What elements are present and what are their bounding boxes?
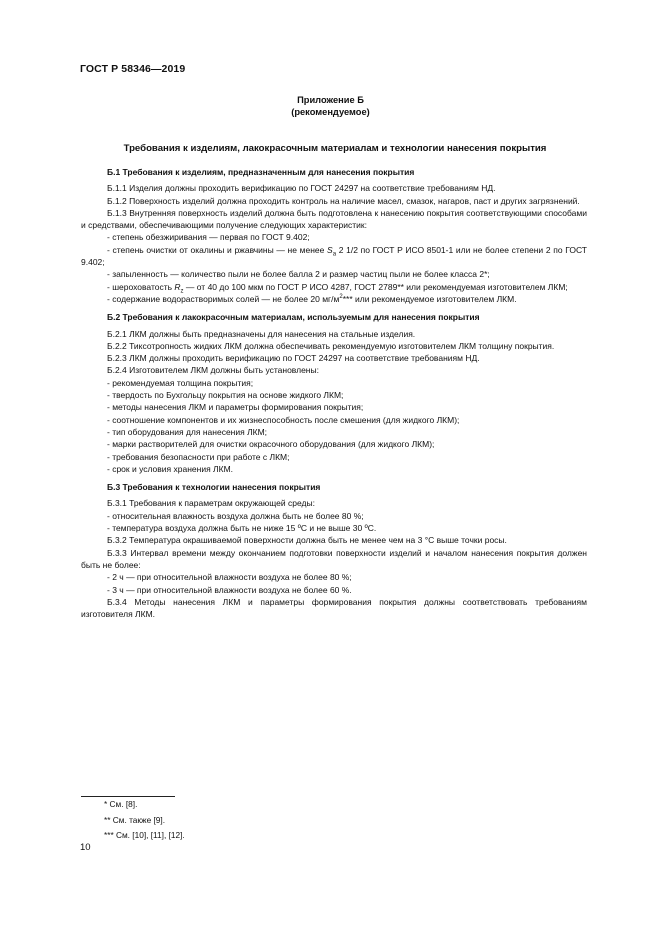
paragraph-b2-3: Б.2.3 ЛКМ должны проходить верификацию по ГОСТ 24297 на соответствие требованиям НД. bbox=[107, 353, 480, 364]
paragraph-b1-1: Б.1.1 Изделия должны проходить верификацию по ГОСТ 24297 на соответствие требованиям НД. bbox=[107, 183, 496, 194]
list-item: - твердость по Бухгольцу покрытия на основе жидкого ЛКМ; bbox=[107, 390, 344, 401]
list-item: - степень обезжиривания — первая по ГОСТ 9.402; bbox=[107, 232, 310, 243]
appendix-subtitle: (рекомендуемое) bbox=[291, 107, 370, 117]
paragraph-b3-4: Б.3.4 Методы нанесения ЛКМ и параметры формирования покрытия должны соответствовать требованиям изготовителя ЛКМ. bbox=[81, 596, 587, 620]
list-item: - требования безопасности при работе с ЛКМ; bbox=[107, 451, 290, 462]
paragraph-b1-3: Б.1.3 Внутренняя поверхность изделий должна быть подготовлена к нанесению покрытия соответствующими способами и средствами, обеспечивающими получение следующих характеристик: bbox=[81, 207, 587, 231]
document-body bbox=[81, 166, 587, 620]
paragraph-b2-1: Б.2.1 ЛКМ должны быть предназначены для нанесения на стальные изделия. bbox=[107, 328, 416, 339]
standard-code: ГОСТ Р 58346—2019 bbox=[80, 63, 186, 75]
section-b1-heading: Б.1 Требования к изделиям, предназначенным для нанесения покрытия bbox=[107, 167, 415, 177]
list-item: - марки растворителей для очистки окрасочного оборудования (для жидкого ЛКМ); bbox=[107, 439, 435, 450]
paragraph-b2-2: Б.2.2 Тиксотропность жидких ЛКМ должна обеспечивать рекомендуемую изготовителем ЛКМ толщину покрытия. bbox=[107, 340, 555, 351]
footnote: *** См. [10], [11], [12]. bbox=[104, 830, 185, 840]
paragraph-b1-2: Б.1.2 Поверхность изделий должна проходить контроль на наличие масел, смазок, нагаров, паст и других загрязнений. bbox=[107, 195, 580, 206]
list-item: - содержание водорастворимых солей — не более 20 $мг/м^2***$ или рекомендуемое изготовителем ЛКМ. bbox=[107, 293, 517, 304]
page-number: 10 bbox=[80, 842, 91, 853]
list-item: - относительная влажность воздуха должна быть не более 80 %; bbox=[107, 510, 364, 521]
paragraph-b3-2: Б.3.2 Температура окрашиваемой поверхности должна быть не менее чем на 3 °С выше точки росы. bbox=[107, 535, 507, 546]
paragraph-b3-3: Б.3.3 Интервал времени между окончанием подготовки поверхности изделий и началом нанесения покрытия должен быть не более: bbox=[81, 547, 587, 570]
footnote: * См. [8]. bbox=[104, 799, 138, 809]
document-title: Требования к изделиям, лакокрасочным материалам и технологии нанесения покрытия bbox=[123, 143, 547, 154]
list-item: - запыленность — количество пыли не более балла 2 и размер частиц пыли не более класса 2*; bbox=[107, 269, 490, 280]
list-item: - тип оборудования для нанесения ЛКМ; bbox=[107, 426, 268, 437]
footnote: ** См. также [9]. bbox=[104, 815, 166, 825]
list-item: - температура воздуха должна быть не ниже 15 ºС и не выше 30 ºС. bbox=[107, 523, 377, 534]
list-item: - шероховатость $R_z$ — от 40 до 100 мкм по ГОСТ Р ИСО 4287, ГОСТ 2789** или рекомендуемая изготовителем ЛКМ; bbox=[107, 281, 568, 295]
section-b3-heading: Б.3 Требования к технологии нанесения покрытия bbox=[107, 482, 321, 493]
footnote-divider bbox=[81, 796, 175, 797]
appendix-title: Приложение Б bbox=[297, 95, 364, 105]
list-item: - рекомендуемая толщина покрытия; bbox=[107, 377, 254, 388]
list-item: - срок и условия хранения ЛКМ. bbox=[107, 463, 234, 474]
list-item: - 2 ч — при относительной влажности воздуха не более 80 %; bbox=[107, 572, 352, 583]
list-item: - степень очистки от окалины и ржавчины — не менее $S_a$ 2 1/2 по ГОСТ Р ИСО 8501-1 или не более степени 2 по ГОСТ 9.402; bbox=[81, 244, 588, 268]
list-item: - методы нанесения ЛКМ и параметры формирования покрытия; bbox=[107, 402, 364, 413]
paragraph-b2-4: Б.2.4 Изготовителем ЛКМ должны быть установлены: bbox=[107, 365, 319, 376]
list-item: - 3 ч — при относительной влажности воздуха не более 60 %. bbox=[107, 584, 352, 595]
section-b2-heading: Б.2 Требования к лакокрасочным материалам, используемым для нанесения покрытия bbox=[107, 312, 480, 323]
list-item: - соотношение компонентов и их жизнеспособность после смешения (для жидкого ЛКМ); bbox=[107, 414, 460, 425]
paragraph-b3-1: Б.3.1 Требования к параметрам окружающей среды: bbox=[107, 498, 315, 509]
